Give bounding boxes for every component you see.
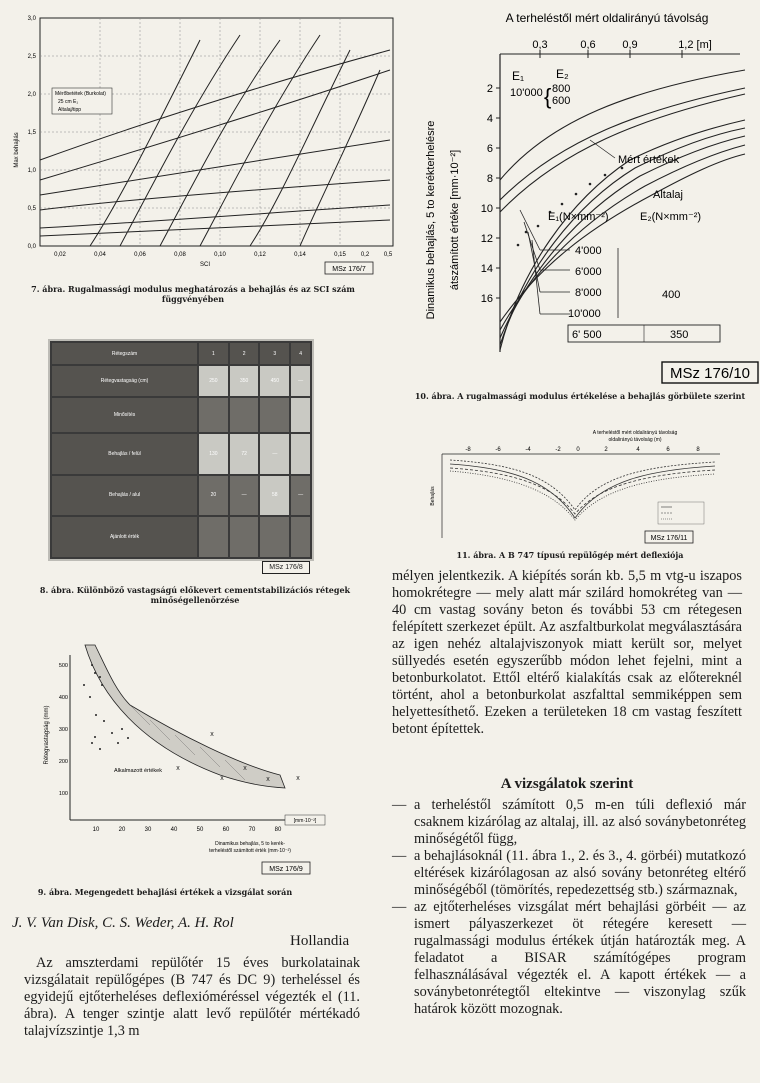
fig8-cell [290, 516, 311, 558]
fig10-e1-label: E₁ [512, 69, 525, 83]
fig8-cell: — [229, 475, 260, 515]
figure-7 [0, 0, 400, 304]
fig10-last-e2: 350 [670, 329, 689, 341]
fig10-list-item: 4'000 [575, 245, 602, 257]
fig7-ytick: 1,0 [27, 168, 36, 174]
fig11-xtick: 2 [604, 447, 608, 453]
fig9-xtick: 50 [196, 827, 204, 833]
fig8-photo [48, 339, 314, 561]
figure-11 [410, 418, 760, 568]
svg-text:x: x [296, 775, 300, 782]
section-heading: A vizsgálatok szerint [500, 776, 634, 792]
list-item-text: a terheléstől számított 0,5 m-en túli deflexió már csaknem kizárólag az altalaj, ill. az alsó soványbetonréteg minőségétől függ, [414, 797, 746, 847]
fig10-stamp: MSz 176/10 [669, 365, 751, 382]
fig10-ytick: 2 [486, 83, 493, 95]
fig9-xtick: 10 [92, 827, 100, 833]
fig11-xtick: -8 [465, 447, 471, 453]
fig10-ytick: 12 [480, 233, 493, 245]
fig9-ytick: 500 [58, 663, 68, 669]
fig8-cell [229, 516, 260, 558]
fig7-y-label: Max behajlás [14, 132, 20, 168]
fig7-xtick: 0,02 [54, 252, 66, 258]
fig9-ytick: 400 [58, 695, 68, 701]
fig8-cell [259, 516, 290, 558]
fig10-measured: Mért értékek [618, 154, 680, 166]
svg-text:x: x [220, 775, 224, 782]
fig10-ytick: 8 [486, 173, 493, 185]
list-item: — a terheléstől számított 0,5 m-en túli deflexió már csaknem kizárólag az altalaj, ill. az alsó soványbetonréteg minőségétől függ, [392, 797, 746, 847]
fig7-ytick: 0,5 [27, 206, 36, 212]
fig10-common-e2: 400 [662, 289, 681, 301]
right-paragraph: mélyen jelentkezik. A kiépítés során kb. 5,5 m vtg-u iszapos homokrétegre — mely alatt már szilárd homokréteg van — 40 cm vastag sovány beton és további 53 cm rétegesen felépített szerkezet épült. Az aszfaltburkolat megválasztására az igen nehéz altalajviszonyok miatt került sor, melyet süllyedés esetén egyszerűbb módon lehet fejelni, mint a betonburkolatot. Ettől eltérő kialakítás csak az előtereknél történt, ahol a betonburkolat aszfalttal semmiképpen sem helyettesíthető. Ezeken a területeken 18 cm vastag feszített betont építettek. [392, 568, 742, 737]
fig7-xtick: 0,04 [94, 252, 106, 258]
fig10-list-item: 8'000 [575, 287, 602, 299]
fig8-cell: 350 [229, 365, 260, 397]
fig8-cell: Rétegszám [51, 342, 198, 365]
list-item-text: az ejtőterheléses vizsgálat mért behajlási görbéit — az ismert pályaszerkezet öt rétegére keresett — rugalmassági modulus értékek útján határozták meg. A feladatot a BISAR számítógépes program felhasználásával végezték el. A kapott értékek — a soványbetonrétegtől eltekintve — viszonylag szűk határok között mozognak. [414, 899, 746, 1017]
fig7-ytick: 1,5 [27, 130, 36, 136]
fig8-cell: Behajlás / felül [51, 433, 198, 475]
authors: J. V. Van Disk, C. S. Weder, A. H. Rol [12, 915, 234, 931]
fig10-y-label-2: átszámított értéke [mm·10⁻²] [449, 149, 461, 291]
fig9-x-label-2: terheléstől számított érték (mm·10⁻²) [209, 848, 291, 854]
fig11-xtick: 8 [696, 447, 700, 453]
fig7-caption: 7. ábra. Rugalmassági modulus meghatározás a behajlás és az SCI szám függvényében [31, 284, 355, 304]
fig9-caption: 9. ábra. Megengedett behajlási értékek a vizsgálat során [37, 887, 293, 897]
fig7-ytick: 3,0 [27, 16, 36, 22]
fig10-e2-value: 600 [552, 95, 571, 107]
fig11-xtick: 4 [636, 447, 640, 453]
fig7-legend-3: Altalaj/tipp [58, 107, 82, 113]
fig10-last-e1: 6' 500 [572, 329, 602, 341]
fig8-cell [198, 397, 229, 433]
fig8-cell: 250 [198, 365, 229, 397]
fig11-title-1: A terheléstől mért oldalirányú távolság [592, 430, 678, 436]
fig9-ytick: 100 [58, 791, 68, 797]
fig11-xtick: 6 [666, 447, 670, 453]
fig10-e1-value: 10'000 [510, 87, 543, 99]
fig8-cell: 130 [198, 433, 229, 475]
fig9-annotation: Alkalmazott értékek [114, 768, 162, 774]
fig8-cell [290, 433, 311, 475]
svg-text:x: x [176, 765, 180, 772]
findings-list [392, 797, 746, 1018]
fig8-cell: Ajánlott érték [51, 516, 198, 558]
fig10-top-tick: 0,6 [580, 39, 596, 51]
fig8-cell [229, 397, 260, 433]
fig7-legend-2: 25 cm E₁ [58, 99, 79, 105]
fig7-legend-1: Mérőbetétek (Burkolat) [55, 91, 106, 97]
fig10-bracket: { [544, 84, 552, 109]
fig11-y-label: Behajlás [430, 486, 436, 506]
fig11-title-2: oldalirányú távolság (m) [608, 437, 662, 443]
fig8-cell: — [290, 365, 311, 397]
fig10-ytick: 14 [480, 263, 493, 275]
fig8-cell: Minősítés [51, 397, 198, 433]
fig8-cell [198, 516, 229, 558]
fig7-ytick: 0,0 [27, 244, 36, 250]
fig10-ytick: 10 [480, 203, 493, 215]
fig11-xtick: 0 [576, 447, 580, 453]
list-item: — az ejtőterheléses vizsgálat mért behajlási görbéit — az ismert pályaszerkezet öt rétegére keresett — rugalmassági modulus értékek útján határozták meg. A feladatot a BISAR számítógépes program felhasználásával végezték el. A kapott értékek — a soványbetonrétegtől eltekintve — viszonylag szűk határok között mozognak. [392, 899, 746, 1017]
figure-9-chart [0, 625, 400, 885]
fig10-ytick: 4 [486, 113, 493, 125]
fig7-x-label: SCI [199, 262, 211, 268]
fig10-ytick: 16 [480, 293, 493, 305]
figure-11-chart [410, 418, 760, 548]
fig10-col1: E₁(N×mm⁻²) [548, 211, 609, 223]
list-item: — a behajlásoknál (11. ábra 1., 2. és 3., 4. görbéi) mutatkozó eltérések kizárólagosan az alsó sovány betonréteg eltérő minőségéből (tömörítés, repedezettség stb.) származnak, [392, 848, 746, 898]
fig7-xtick: 0,5 [383, 252, 393, 258]
figure-8 [20, 335, 390, 610]
fig9-xtick: 60 [222, 827, 230, 833]
fig10-e2-value: 800 [552, 83, 571, 95]
list-item-text: a behajlásoknál (11. ábra 1., 2. és 3., 4. görbéi) mutatkozó eltérések kizárólagosan az alsó sovány betonréteg eltérő minőségéből (tömörítés, repedezettség stb.) származnak, [414, 848, 746, 898]
fig7-ytick: 2,0 [27, 92, 36, 98]
fig7-xtick: 0,08 [174, 252, 186, 258]
fig9-ytick: 200 [58, 759, 68, 765]
fig9-xtick: 30 [144, 827, 152, 833]
fig11-caption: 11. ábra. A B 747 típusú repülőgép mért deflexiója [456, 550, 684, 560]
fig7-xtick: 0,06 [134, 252, 146, 258]
fig8-cell: 72 [229, 433, 260, 475]
figure-9 [0, 625, 400, 900]
fig8-cell: 450 [259, 365, 290, 397]
fig9-ytick: 300 [58, 727, 68, 733]
svg-text:x: x [266, 776, 270, 783]
fig10-ytick: 6 [486, 143, 493, 155]
fig10-list-item: 10'000 [568, 308, 601, 320]
figure-10-chart [400, 0, 760, 390]
fig11-stamp: MSz 176/11 [650, 535, 688, 542]
fig8-cell: 2 [229, 342, 260, 365]
fig8-cell: Rétegvastagság (cm) [51, 365, 198, 397]
fig10-top-title: A terheléstől mért oldalirányú távolság [505, 11, 709, 25]
fig7-xtick: 0,10 [214, 252, 226, 258]
figure-10 [400, 0, 760, 410]
fig8-cell: 4 [290, 342, 311, 365]
figure-7-chart [0, 0, 400, 280]
fig9-xtick: 70 [248, 827, 256, 833]
fig9-stamp: MSz 176/9 [269, 866, 303, 873]
fig9-xtick: 40 [170, 827, 178, 833]
fig9-x-unit: [mm·10⁻²] [293, 818, 317, 824]
country: Hollandia [290, 933, 350, 949]
fig8-caption: 8. ábra. Különböző vastagságú előkevert cementstabilizációs rétegek minőségellenőrzése [39, 585, 351, 605]
fig10-top-tick: 1,2 [m] [678, 39, 712, 51]
fig9-xtick: 20 [118, 827, 126, 833]
fig10-col2: E₂(N×mm⁻²) [640, 211, 702, 223]
fig11-xtick: -6 [495, 447, 501, 453]
fig10-caption: 10. ábra. A rugalmassági modulus értékelése a behajlás görbülete szerint [414, 391, 746, 401]
fig8-cell [259, 397, 290, 433]
fig7-stamp: MSz 176/7 [332, 266, 366, 273]
fig10-y-label-1: Dinamikus behajlás, 5 to kerékterhelésre [425, 120, 437, 320]
fig7-xtick: 0,15 [334, 252, 346, 258]
fig10-altalaj: Altalaj [653, 189, 683, 201]
fig9-xtick: 80 [274, 827, 282, 833]
fig10-e2-label: E₂ [556, 67, 569, 81]
fig11-xtick: -4 [525, 447, 531, 453]
fig7-ytick: 2,5 [27, 54, 36, 60]
fig8-table [50, 341, 312, 559]
svg-text:x: x [210, 731, 214, 738]
svg-text:x: x [243, 765, 247, 772]
fig7-xtick: 0,14 [294, 252, 306, 258]
fig11-xtick: -2 [555, 447, 561, 453]
fig8-cell: Behajlás / alul [51, 475, 198, 515]
fig10-top-tick: 0,9 [622, 39, 638, 51]
fig10-top-tick: 0,3 [532, 39, 548, 51]
fig8-stamp: MSz 176/8 [262, 561, 310, 574]
fig7-xtick: 0,12 [254, 252, 266, 258]
fig8-cell: 1 [198, 342, 229, 365]
fig8-cell: 3 [259, 342, 290, 365]
fig9-y-label: Rétegvastagság (mm) [44, 705, 50, 765]
fig8-cell: — [290, 475, 311, 515]
fig8-cell: — [259, 433, 290, 475]
fig10-list-item: 6'000 [575, 266, 602, 278]
fig7-xtick: 0,2 [360, 252, 370, 258]
left-paragraph: Az amszterdami repülőtér 15 éves burkolatainak vizsgálatait repülőgépes (B 747 és DC 9) terheléssel és egyidejű ejtőterheléses deflexióméréssel végezték el (11. ábra). A tenger szintje alatt levő repülőtér mértékadó talajvízszintje 1,3 m [24, 955, 360, 1039]
fig9-x-label-1: Dinamikus behajlás, 5 to kerék- [215, 841, 285, 847]
fig8-cell: 58 [259, 475, 290, 515]
fig8-cell: 20 [198, 475, 229, 515]
fig8-cell [290, 397, 311, 433]
